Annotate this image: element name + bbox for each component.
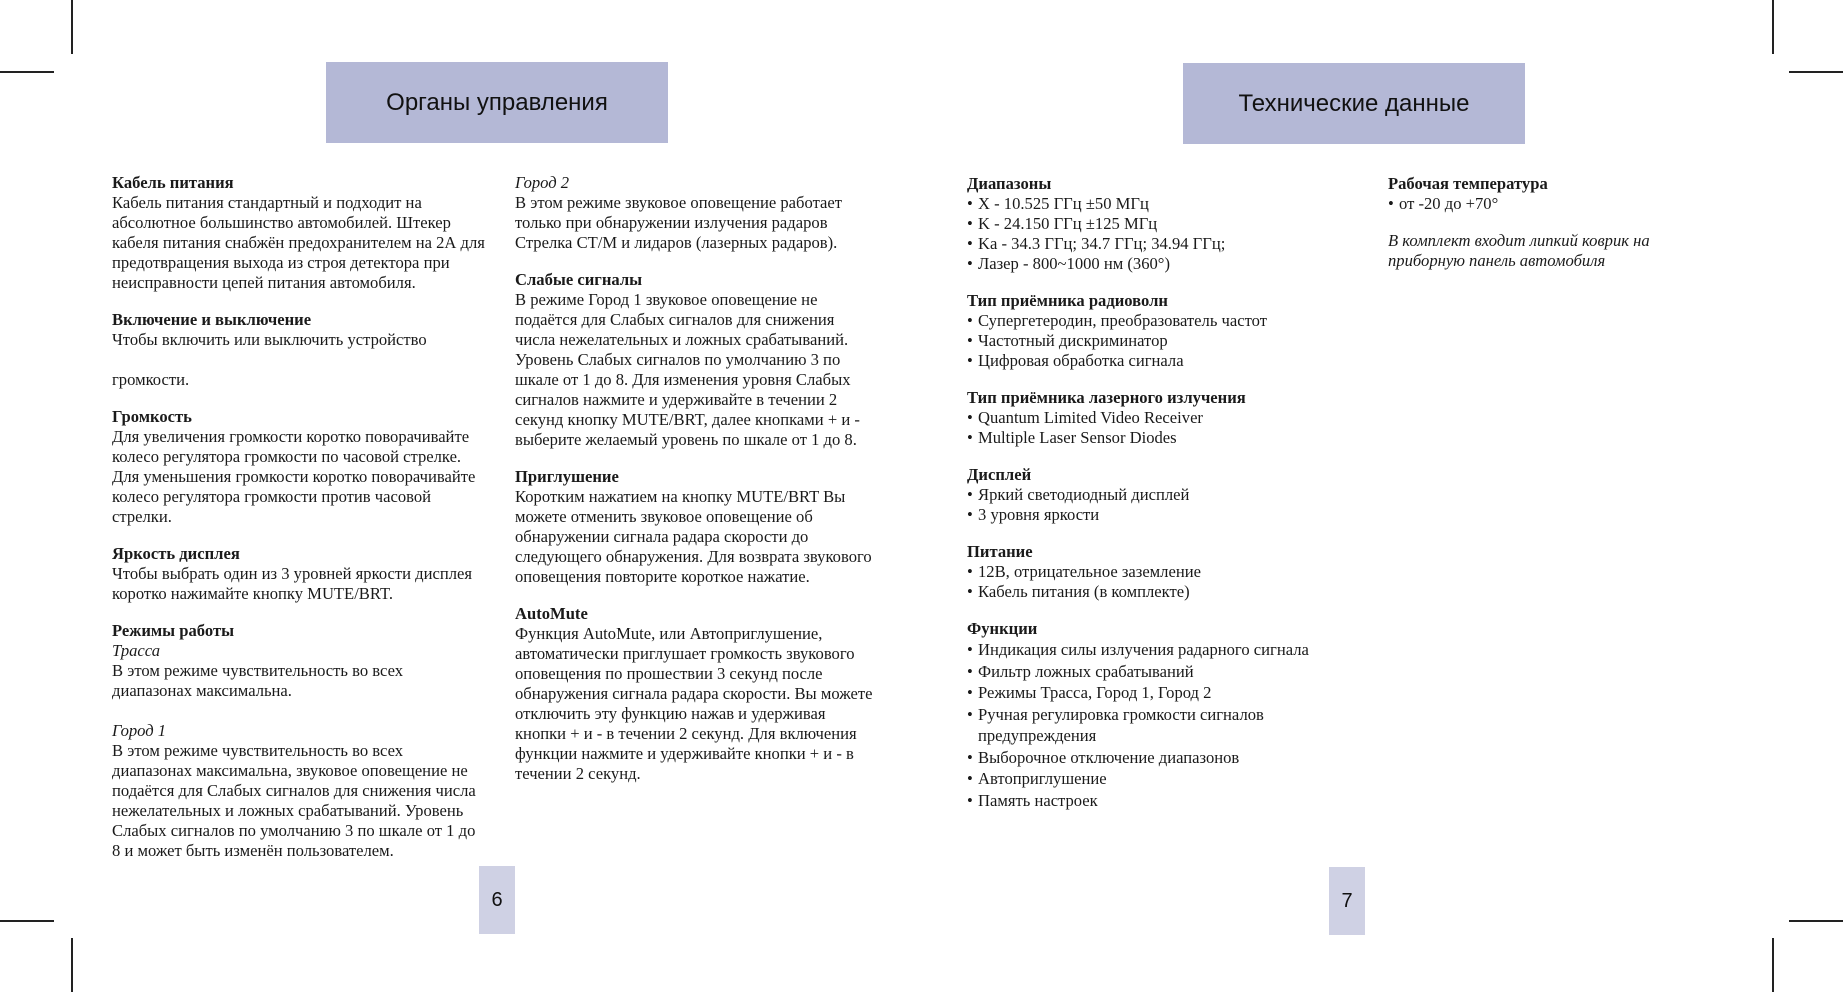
section-power xyxy=(967,542,1327,602)
section-text: В этом режиме чувствительность во всех диапазонах максимальна. xyxy=(112,661,404,700)
subsection-title: Трасса xyxy=(112,641,161,660)
section-text: Функция AutoMute, или Автоприглушение, автоматически приглушает громкость звукового оповещения по прошествии 3 секунд после обнаружения сигнала радара скорости. Вы можете отключить эту функцию нажав и удерживая кнопки + и - в течении 2 секунд. Для включения функции нажмите и удерживайте кнопки + и - в течении 2 секунд. xyxy=(515,624,873,783)
page-number-text: 7 xyxy=(1341,889,1353,912)
section-text: Кабель питания стандартный и подходит на абсолютное большинство автомобилей. Штекер кабеля питания снабжён предохранителем на 2А для предотвращения выхода из строя детектора при неисправности цепей питания автомобиля. xyxy=(112,193,485,292)
list-item: • Ka - 34.3 ГГц; 34.7 ГГц; 34.94 ГГц; xyxy=(967,234,1327,254)
section-title: Функции xyxy=(967,619,1038,638)
crop-mark xyxy=(71,0,73,54)
section-title: Дисплей xyxy=(967,465,1032,484)
bands-list xyxy=(967,194,1327,274)
receiver-list xyxy=(967,311,1327,371)
list-item: • Автоприглушение xyxy=(967,768,1327,790)
section-radio-receiver xyxy=(967,291,1327,371)
section-brightness xyxy=(112,544,487,604)
laser-list xyxy=(967,408,1327,448)
left-page-header xyxy=(326,62,668,143)
list-item: • от -20 до +70° xyxy=(1388,194,1718,214)
section-mute xyxy=(515,467,875,587)
section-temperature xyxy=(1388,174,1718,214)
section-on-off xyxy=(112,310,487,390)
section-title: Яркость дисплея xyxy=(112,544,240,563)
section-title: AutoMute xyxy=(515,604,588,623)
section-title: Рабочая температура xyxy=(1388,174,1548,193)
section-laser-receiver xyxy=(967,388,1327,448)
section-text: Коротким нажатием на кнопку MUTE/BRT Вы можете отменить звуковое оповещение об обнаружении сигнала радара скорости до следующего обнаружения. Для возврата звукового оповещения повторите короткое нажатие. xyxy=(515,487,872,586)
section-title: Тип приёмника лазерного излучения xyxy=(967,388,1246,407)
list-item: • Кабель питания (в комплекте) xyxy=(967,582,1327,602)
list-item: • Quantum Limited Video Receiver xyxy=(967,408,1327,428)
section-functions xyxy=(967,619,1327,811)
page-number-left xyxy=(479,866,515,934)
list-item: • K - 24.150 ГГц ±125 МГц xyxy=(967,214,1327,234)
section-volume xyxy=(112,407,487,527)
crop-mark xyxy=(1789,920,1843,922)
list-item: • Выборочное отключение диапазонов xyxy=(967,747,1327,769)
section-text: В этом режиме звуковое оповещение работает только при обнаружении излучения радаров Стрелка СТ/М и лидаров (лазерных радаров). xyxy=(515,193,843,252)
list-item: • Супергетеродин, преобразователь частот xyxy=(967,311,1327,331)
section-display xyxy=(967,465,1327,525)
page-number-right xyxy=(1329,867,1365,935)
crop-mark xyxy=(1789,71,1843,73)
section-automute xyxy=(515,604,875,784)
list-item: • Ручная регулировка громкости сигналов предупреждения xyxy=(967,704,1327,747)
right-page-header xyxy=(1183,63,1525,144)
section-title: Громкость xyxy=(112,407,192,426)
list-item: • Режимы Трасса, Город 1, Город 2 xyxy=(967,682,1327,704)
section-title: Режимы работы xyxy=(112,621,235,640)
section-title: Тип приёмника радиоволн xyxy=(967,291,1168,310)
section-text: В этом режиме чувствительность во всех диапазонах максимальна, звуковое оповещение не подаётся для Слабых сигналов для снижения числа нежелательных и ложных срабатываний. Уровень Слабых сигналов по умолчанию 3 по шкале от 1 до 8 и может быть изменён пользователем. xyxy=(112,741,476,860)
section-text: В режиме Город 1 звуковое оповещение не подаётся для Слабых сигналов для снижения числа нежелательных и ложных срабатываний. Уровень Слабых сигналов по умолчанию 3 по шкале от 1 до 8. Для изменения уровня Слабых сигналов нажмите и удерживайте в течении 2 секунд кнопку MUTE/BRT, далее кнопками + и - выберите желаемый уровень по шкале от 1 до 8. xyxy=(515,290,860,449)
section-title: Включение и выключение xyxy=(112,310,312,329)
list-item: • Цифровая обработка сигнала xyxy=(967,351,1327,371)
section-text: Чтобы включить или выключить устройство xyxy=(112,330,427,349)
section-modes xyxy=(112,621,487,861)
crop-mark xyxy=(1772,0,1774,54)
subsection-title: Город 1 xyxy=(112,721,167,740)
section-text: Чтобы выбрать один из 3 уровней яркости дисплея коротко нажимайте кнопку MUTE/BRT. xyxy=(112,564,473,603)
list-item: • Фильтр ложных срабатываний xyxy=(967,661,1327,683)
package-note: В комплект входит липкий коврик на приборную панель автомобиля xyxy=(1388,231,1650,270)
subsection-title: Город 2 xyxy=(515,173,570,192)
section-title: Слабые сигналы xyxy=(515,270,643,289)
list-item: • Память настроек xyxy=(967,790,1327,812)
section-title: Диапазоны xyxy=(967,174,1052,193)
crop-mark xyxy=(1772,938,1774,992)
right-column-2 xyxy=(1388,174,1718,271)
section-title: Кабель питания xyxy=(112,173,234,192)
crop-mark xyxy=(0,71,54,73)
list-item: • Яркий светодиодный дисплей xyxy=(967,485,1327,505)
section-power-cable xyxy=(112,173,487,293)
page-number-text: 6 xyxy=(491,888,503,911)
left-column-2 xyxy=(515,173,875,801)
list-item: • Частотный дискриминатор xyxy=(967,331,1327,351)
list-item: • Индикация силы излучения радарного сигнала xyxy=(967,639,1327,661)
right-column-1 xyxy=(967,174,1327,828)
section-text: Для увеличения громкости коротко поворачивайте колесо регулятора громкости по часовой стрелке. Для уменьшения громкости коротко поворачивайте колесо регулятора громкости против часовой стрелки. xyxy=(112,427,476,526)
list-item: • Лазер - 800~1000 нм (360°) xyxy=(967,254,1327,274)
functions-list xyxy=(967,639,1327,811)
power-list xyxy=(967,562,1327,602)
left-column-1 xyxy=(112,173,487,878)
section-title: Приглушение xyxy=(515,467,619,486)
section-text: громкости. xyxy=(112,370,190,389)
list-item: • 12В, отрицательное заземление xyxy=(967,562,1327,582)
crop-mark xyxy=(0,920,54,922)
section-city2 xyxy=(515,173,875,253)
display-list xyxy=(967,485,1327,525)
right-page-title: Технические данные xyxy=(1238,89,1470,117)
list-item: • X - 10.525 ГГц ±50 МГц xyxy=(967,194,1327,214)
left-page-title: Органы управления xyxy=(386,88,608,116)
temperature-list xyxy=(1388,194,1718,214)
crop-mark xyxy=(71,938,73,992)
list-item: • 3 уровня яркости xyxy=(967,505,1327,525)
section-title: Питание xyxy=(967,542,1033,561)
section-weak-signals xyxy=(515,270,875,450)
section-bands xyxy=(967,174,1327,274)
list-item: • Multiple Laser Sensor Diodes xyxy=(967,428,1327,448)
